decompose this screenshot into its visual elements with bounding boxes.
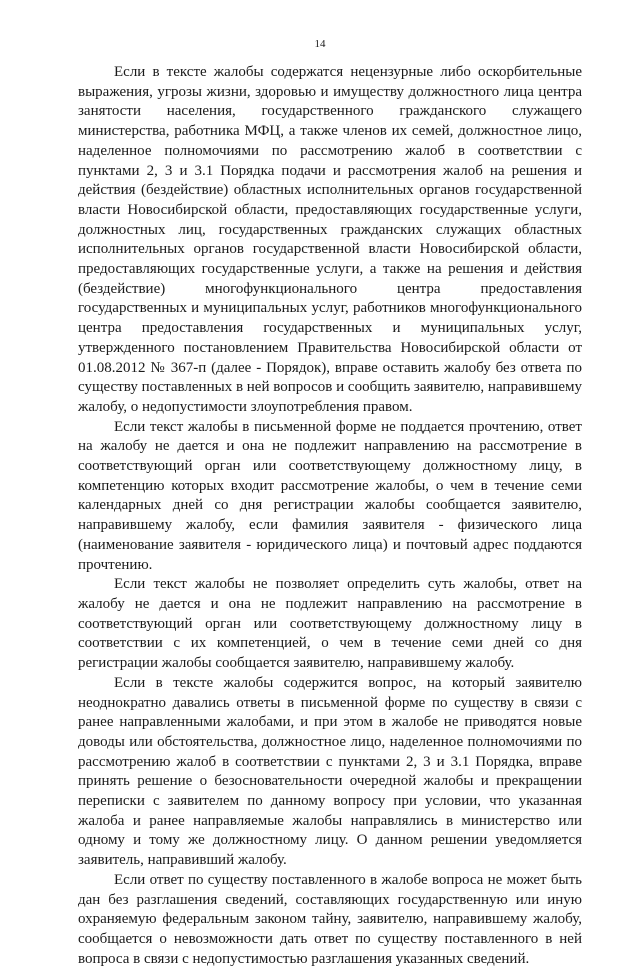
paragraph-state-secret: Если ответ по существу поставленного в жалобе вопроса не может быть дан без разглашения сведений, составляющих государственную или иную охраняемую федеральным законом тайну, заявителю, направившему жалобу, сообщается о невозможности дать ответ по существу поставленного в ней вопроса в связи с недопустимостью разглашения указанных сведений. <box>78 871 582 967</box>
document-body <box>78 63 582 969</box>
paragraph-undefined-essence: Если текст жалобы не позволяет определить суть жалобы, ответ на жалобу не дается и она не подлежит направлению на рассмотрение в соответствующий орган или соответствующему должностному лицу в соответствии с их компетенцией, о чем в течение семи дней со дня регистрации жалобы сообщается заявителю, направившему жалобу. <box>78 576 582 672</box>
paragraph-repeated-question: Если в тексте жалобы содержится вопрос, на который заявителю неоднократно давались ответы в письменной форме по существу в связи с ранее направленными жалобами, и при этом в жалобе не приводятся новые доводы или обстоятельства, должностное лицо, наделенное полномочиями по рассмотрению жалоб в соответствии с пунктами 2, 3 и 3.1 Порядка, вправе принять решение о безосновательности очередной жалобы и прекращении переписки с заявителем по данному вопросу при условии, что указанная жалоба и ранее направляемые жалобы направлялись в министерство или одному и тому же должностному лицу. О данном решении уведомляется заявитель, направивший жалобу. <box>78 674 582 869</box>
paragraph-unreadable-text: Если текст жалобы в письменной форме не поддается прочтению, ответ на жалобу не дается и она не подлежит направлению на рассмотрение в соответствующий орган или соответствующему должностному лицу, в компетенцию которых входит рассмотрение жалобы, о чем в течение семи календарных дней со дня регистрации жалобы сообщается заявителю, направившему жалобу, если фамилия заявителя - физического лица (наименование заявителя - юридического лица) и почтовый адрес поддаются прочтению. <box>78 418 582 573</box>
paragraph-obscene-language: Если в тексте жалобы содержатся нецензурные либо оскорбительные выражения, угрозы жизни, здоровью и имуществу должностного лица центра занятости населения, государственного гражданского служащего министерства, работника МФЦ, а также членов их семей, должностное лицо, наделенное полномочиями по рассмотрению жалоб в соответствии с пунктами 2, 3 и 3.1 Порядка подачи и рассмотрения жалоб на решения и действия (бездействие) областных исполнительных органов государственной власти Новосибирской области, предоставляющих государственные услуги, должностных лиц, государственных гражданских служащих областных исполнительных органов государственной власти Новосибирской области, предоставляющих государственные услуги, а также на решения и действия (бездействие) многофункционального центра предоставления государственных и муниципальных услуг, работников многофункционального центра предоставления государственных и муниципальных услуг, утвержденного постановлением Правительства Новосибирской области от 01.08.2012 № 367-п (далее - Порядок), вправе оставить жалобу без ответа по существу поставленных в ней вопросов и сообщить заявителю, направившему жалобу, о недопустимости злоупотребления правом. <box>78 64 582 415</box>
page-number: 14 <box>314 38 326 50</box>
